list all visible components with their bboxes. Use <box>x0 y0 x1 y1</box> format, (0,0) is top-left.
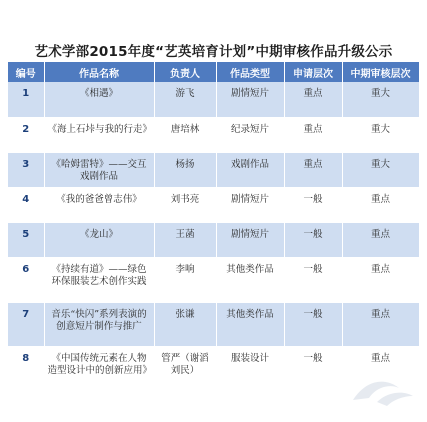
cell-review-level: 重点 <box>342 257 419 302</box>
cell-work-type: 其他类作品 <box>216 257 284 302</box>
cell-owner: 管严（谢滔 刘民） <box>154 346 216 400</box>
table-header-row <box>8 62 419 82</box>
header-number: 编号 <box>8 62 44 82</box>
cell-owner: 张谦 <box>154 302 216 346</box>
table-row <box>8 187 419 222</box>
cell-owner: 王菡 <box>154 222 216 257</box>
cell-work-type: 纪录短片 <box>216 117 284 152</box>
cell-work-name: 《哈姆雷特》——交互戏剧作品 <box>44 152 154 187</box>
cell-work-type: 剧情短片 <box>216 222 284 257</box>
table-row <box>8 302 419 346</box>
cell-apply-level: 一般 <box>284 302 342 346</box>
cell-owner: 杨扬 <box>154 152 216 187</box>
table-row <box>8 117 419 152</box>
cell-number: 4 <box>8 187 44 222</box>
cell-review-level: 重大 <box>342 82 419 117</box>
cell-review-level: 重点 <box>342 302 419 346</box>
cell-number: 1 <box>8 82 44 117</box>
cell-work-name: 《我的爸爸曾志伟》 <box>44 187 154 222</box>
cell-apply-level: 重点 <box>284 117 342 152</box>
page-title: 艺术学部2015年度“艺英培育计划”中期审核作品升级公示 <box>34 44 393 60</box>
table-row <box>8 152 419 187</box>
cell-number: 5 <box>8 222 44 257</box>
cell-review-level: 重点 <box>342 222 419 257</box>
header-owner: 负责人 <box>154 62 216 82</box>
table-row <box>8 82 419 117</box>
results-table <box>8 62 420 401</box>
cell-work-type: 其他类作品 <box>216 302 284 346</box>
cell-owner: 刘书亮 <box>154 187 216 222</box>
watermark-logo-icon <box>347 374 417 408</box>
cell-apply-level: 一般 <box>284 346 342 400</box>
cell-work-type: 剧情短片 <box>216 187 284 222</box>
cell-work-name: 音乐“快闪”系列表演的创意短片制作与推广 <box>44 302 154 346</box>
cell-work-type: 戏剧作品 <box>216 152 284 187</box>
cell-review-level: 重大 <box>342 117 419 152</box>
cell-review-level: 重大 <box>342 152 419 187</box>
cell-work-type: 服装设计 <box>216 346 284 400</box>
header-review-level: 中期审核层次 <box>342 62 419 82</box>
cell-number: 8 <box>8 346 44 400</box>
cell-review-level: 重点 <box>342 346 419 400</box>
table-row <box>8 222 419 257</box>
cell-apply-level: 重点 <box>284 152 342 187</box>
cell-number: 6 <box>8 257 44 302</box>
cell-apply-level: 一般 <box>284 187 342 222</box>
cell-work-name: 《海上石垰与我的行走》 <box>44 117 154 152</box>
cell-number: 7 <box>8 302 44 346</box>
cell-apply-level: 一般 <box>284 257 342 302</box>
cell-work-name: 《相遇》 <box>44 82 154 117</box>
cell-work-type: 剧情短片 <box>216 82 284 117</box>
cell-work-name: 《中国传统元素在人物造型设计中的创新应用》 <box>44 346 154 400</box>
cell-owner: 唐培林 <box>154 117 216 152</box>
header-work-type: 作品类型 <box>216 62 284 82</box>
cell-owner: 游飞 <box>154 82 216 117</box>
cell-work-name: 《持续有道》——绿色环保服装艺术创作实践 <box>44 257 154 302</box>
cell-review-level: 重点 <box>342 187 419 222</box>
cell-number: 2 <box>8 117 44 152</box>
cell-apply-level: 一般 <box>284 222 342 257</box>
cell-number: 3 <box>8 152 44 187</box>
table-row <box>8 257 419 302</box>
cell-apply-level: 重点 <box>284 82 342 117</box>
header-apply-level: 申请层次 <box>284 62 342 82</box>
cell-owner: 李响 <box>154 257 216 302</box>
cell-work-name: 《龙山》 <box>44 222 154 257</box>
header-work-name: 作品名称 <box>44 62 154 82</box>
